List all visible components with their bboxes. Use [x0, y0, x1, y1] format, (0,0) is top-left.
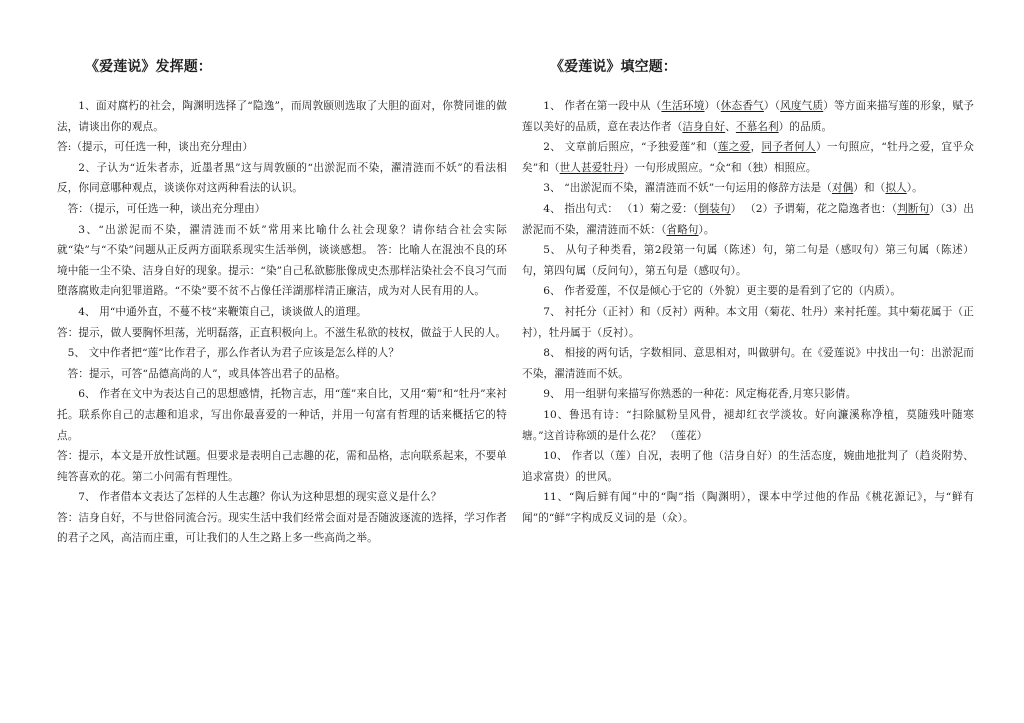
right-paragraph	[522, 178, 974, 199]
answer-blank: 省略句	[666, 223, 699, 236]
right-paragraph	[522, 137, 974, 178]
question-text: ，	[750, 141, 762, 154]
question-text: ） （2）予谓菊，花之隐逸者也：（	[730, 202, 898, 215]
answer-blank: 判断句	[897, 202, 930, 215]
left-paragraph: 答：（提示，可任选一种，谈出充分理由）	[67, 202, 266, 215]
question-text: ）的品质。	[778, 120, 833, 133]
question-text: ）和（	[853, 182, 886, 195]
question-text: 5、 从句子种类看，第2段第一句属（陈述）句，第二句是（感叹句）第三句属（陈述）句，第四句属（反问句），第五句是（感叹句）。	[522, 244, 974, 277]
question-text: 2、 文章前后照应，“予独爱莲”和（	[543, 141, 718, 154]
question-text: 9、 用一组骈句来描写你熟悉的一种花：风定梅花香,月寒只影倩。	[543, 388, 857, 401]
left-paragraph: 答：提示，本文是开放性试题。但要求是表明自己志趣的花，需和品格，志向联系起来，不要单纯答喜欢的花。第二小问需有哲理性。	[57, 450, 507, 483]
answer-blank: 风度气质	[780, 100, 824, 112]
question-text: 、	[725, 120, 736, 133]
left-paragraph: 5、 文中作者把“莲”比作君子，那么作者认为君子应该是怎么样的人？	[67, 347, 400, 360]
question-text: ）等方面来描写莲的形象，赋予莲以美好的品质，意在表达作者（	[522, 100, 974, 133]
question-text: ）（	[704, 100, 721, 112]
answer-blank: 生活环境	[661, 100, 705, 112]
answer-blank: 世人甚爱牡丹	[559, 161, 624, 174]
right-paragraph	[522, 487, 974, 528]
left-paragraph: 1、面对腐朽的社会，陶渊明选择了“隐逸”，而周敦颐则选取了大胆的面对，你赞同谁的做法，请谈出你的观点。	[57, 100, 507, 133]
right-paragraph	[522, 199, 974, 240]
question-text: ）。	[906, 182, 923, 195]
left-paragraph: 答：提示，做人要胸怀坦荡，光明磊落，正直积极向上。不滋生私欲的枝权，做益于人民的人。	[57, 326, 507, 339]
question-text: ）（3）出淤泥而不染，濯清涟而不妖：（	[522, 202, 974, 236]
left-title: 《爱莲说》发挥题：	[85, 59, 212, 75]
left-paragraph: 答:（提示，可任选一种，谈出充分理由）	[57, 141, 254, 154]
left-paragraph: 2、子认为“近朱者赤，近墨者黑”这与周敦颐的“出淤泥而不染，濯清涟而不妖”的看法相反，你同意哪种观点，谈谈你对这两种看法的认识。	[57, 161, 507, 195]
answer-blank: 同予者何人	[761, 141, 816, 154]
answer-blank: 不慕名利	[735, 120, 779, 133]
right-question-list	[522, 96, 974, 528]
left-paragraph: 答：洁身自好，不与世俗同流合污。现实生活中我们经常会面对是否随波逐流的选择，学习作者的君子之风，高洁而庄重，可让我们的人生之路上多一些高尚之举。	[57, 511, 507, 545]
answer-blank: 拟人	[885, 182, 907, 195]
left-paragraph: 7、 作者借本文表达了怎样的人生志趣？你认为这种思想的现实意义是什么？	[78, 491, 442, 504]
left-column	[57, 56, 507, 549]
left-paragraph: 4、 用“中通外直，不蔓不枝”来鞭策自己，谈谈做人的道理。	[78, 305, 367, 318]
question-text: ）一句形成照应。“众“和（独）相照应。	[623, 161, 817, 174]
right-paragraph	[522, 384, 974, 405]
right-title: 《爱莲说》填空题：	[550, 59, 677, 75]
right-paragraph	[522, 281, 974, 302]
question-text: ）（	[763, 100, 781, 112]
question-text: 10、 作者以（莲）自况，表明了他（洁身自好）的生活态度，婉曲地批判了（趋炎附势、追求富贵）的世风。	[522, 450, 974, 483]
question-text: 1、 作者在第一段中从（	[543, 100, 662, 112]
question-text: ）。	[698, 223, 715, 236]
left-question-list	[57, 96, 507, 549]
question-text: 7、 衬托分（正衬）和（反衬）两种。本文用（菊花、牡丹）来衬托莲。其中菊花属于（正衬），牡丹属于（反衬）。	[522, 305, 974, 339]
right-column	[522, 56, 974, 528]
question-text: 8、 相接的两句话，字数相同、意思相对，叫做骈句。在《爱莲说》中找出一句：出淤泥而不染，濯清涟而不妖。	[522, 347, 974, 380]
answer-blank: 对偶	[831, 182, 854, 195]
answer-blank: 莲之爱	[717, 141, 751, 154]
answer-blank: 洁身自好	[682, 120, 726, 133]
right-paragraph	[522, 240, 974, 281]
question-text: ）一句照应，“牡丹之爱，宜乎众矣”和（	[522, 141, 974, 174]
right-paragraph	[522, 343, 974, 384]
question-text: 11、“陶后鲜有闻”中的“陶”指（陶渊明），课本中学过他的作品《桃花源记》，与“鲜有闻”的“鲜”字构成反义词的是（众）。	[522, 491, 974, 524]
answer-blank: 倒装句	[698, 202, 731, 215]
question-text: 4、 指出句式： （1）菊之爱：（	[543, 202, 699, 215]
question-text: 6、 作者爱莲，不仅是倾心于它的（外貌）更主要的是看到了它的（内质）。	[543, 285, 902, 298]
right-paragraph	[522, 446, 974, 487]
question-text: 10、鲁迅有诗：“扫除腻粉呈风骨，褪却红衣学淡妆。好向濂溪称净植，莫随残叶随寒塘。”这首诗称颂的是什么花？ （莲花）	[522, 408, 974, 442]
right-paragraph	[522, 96, 974, 137]
answer-blank: 休态香气	[720, 100, 764, 112]
left-paragraph: 6、 作者在文中为表达自己的思想感情，托物言志，用“莲”来自比，又用“菊”和“牡丹”来衬托。联系你自己的志趣和追求，写出你最喜爱的一种话，并用一句富有哲理的话来概括它的特点。	[57, 388, 507, 442]
question-text: 3、 “出淤泥而不染，濯清涟而不妖”一句运用的修辞方法是（	[543, 182, 832, 195]
left-paragraph: 3、“出淤泥而不染，濯清涟而不妖”常用来比喻什么社会现象？请你结合社会实际就“染”与“不染”问题从正反两方面联系现实生活举例，谈谈感想。 答：比喻人在混浊不良的环境中能一尘不染、洁身自好的现象。提示：“染”自己私欲膨胀像成史杰那样沾染社会不良习气而堕落腐败走向犯罪道路。“不染”要不贫不占像任洋湖那样清正廉洁，成为对人民有用的人。	[57, 223, 507, 298]
right-paragraph	[522, 405, 974, 446]
left-paragraph: 答：提示，可答“品德高尚的人”，或具体答出君子的品格。	[67, 367, 346, 380]
right-paragraph	[522, 302, 974, 343]
